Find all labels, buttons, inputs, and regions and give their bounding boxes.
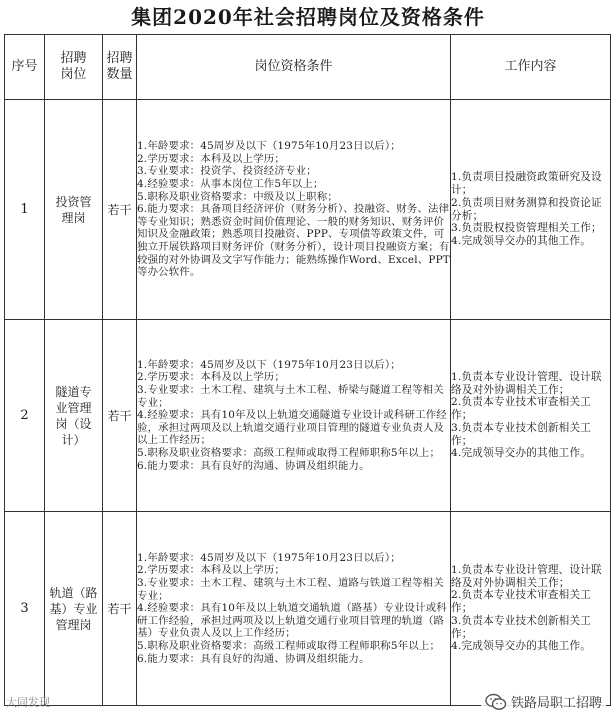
- requirement-item: 6.能力要求：具有良好的沟通、协调及组织能力。: [137, 652, 370, 665]
- requirement-item: 5.职称及职业资格要求：高级工程师或取得工程师职称5年以上；: [137, 446, 441, 459]
- header-count-label: 招聘数量: [106, 51, 133, 82]
- row-work: [451, 512, 611, 706]
- row-requirements: [137, 100, 451, 320]
- requirement-item: 5.职称及职业资格要求：高级工程师或取得工程师职称5年以上；: [137, 639, 441, 652]
- requirement-item: 6.能力要求：具备项目经济评价（财务分析）、投融资、财务、法律等专业知识；熟悉资金时间价值理论、一般的财务知识、财务评价知识及金融政策；熟悉项目投融资、PPP、专项债等政策文件，可独立开展铁路项目财务评价（财务分析），设计项目投融资方案；有较强的对外协调及文字写作能力；能熟练操作Word、Excel、PPT等办公软件。: [137, 203, 450, 279]
- table-row: [5, 512, 611, 706]
- table-header-row: [5, 35, 611, 100]
- row-work: [451, 320, 611, 512]
- source-watermark-label: 大同发现: [6, 696, 50, 709]
- row-requirements: [137, 320, 451, 512]
- requirement-item: 2.学历要求：本科及以上学历；: [137, 564, 285, 577]
- work-item: 1.负责本专业设计管理、设计联络及对外协调相关工作；: [451, 563, 602, 589]
- work-item: 4.完成领导交办的其他工作。: [451, 640, 592, 653]
- requirement-item: 3.专业要求：投资学、投资经济专业；: [137, 165, 317, 178]
- table-row: [5, 320, 611, 512]
- row-position-label: 轨道（路基）专业管理岗: [49, 585, 98, 632]
- row-seq: 3: [5, 512, 45, 706]
- document-title: 集团2020年社会招聘岗位及资格条件: [131, 5, 485, 29]
- wechat-icon: [485, 693, 507, 711]
- work-item: 1.负责项目投融资政策研究及设计；: [451, 171, 602, 196]
- requirement-item: 3.专业要求：土木工程、建筑与土木工程、桥梁与隧道工程等相关专业；: [137, 384, 444, 409]
- row-work: [451, 100, 611, 320]
- row-seq: 2: [5, 320, 45, 512]
- header-seq: 序号: [5, 35, 45, 100]
- requirement-item: 4.经验要求：具有10年及以上轨道交通隧道专业设计或科研工作经验，承担过两项及以上轨道交通行业项目管理的隧道专业负责人及以上工作经历；: [137, 409, 447, 447]
- requirement-item: 5.职称及职业资格要求：中级及以上职称；: [137, 190, 338, 203]
- work-item: 1.负责本专业设计管理、设计联络及对外协调相关工作；: [451, 370, 602, 396]
- table-row: [5, 100, 611, 320]
- work-item: 3.负责本专业技术创新相关工作；: [451, 421, 592, 447]
- recruitment-table: [4, 34, 611, 706]
- requirement-item: 2.学历要求：本科及以上学历；: [137, 371, 285, 384]
- header-position: [45, 35, 103, 100]
- work-item: 2.负责本专业技术审查相关工作；: [451, 589, 592, 615]
- work-item: 2.负责项目财务测算和投资论证分析；: [451, 196, 602, 222]
- row-position-label: 投资管理岗: [55, 194, 92, 225]
- header-position-label: 招聘岗位: [60, 51, 87, 82]
- requirement-item: 2.学历要求：本科及以上学历；: [137, 152, 285, 165]
- row-position: [45, 320, 103, 512]
- row-position: [45, 512, 103, 706]
- work-item: 2.负责本专业技术审查相关工作；: [451, 396, 592, 422]
- work-item: 3.负责本专业技术创新相关工作；: [451, 614, 592, 640]
- requirement-item: 1.年龄要求：45周岁及以下（1975年10月23日以后）；: [137, 358, 401, 371]
- row-seq: 1: [5, 100, 45, 320]
- requirement-item: 3.专业要求：土木工程、建筑与土木工程、道路与铁道工程等相关专业；: [137, 577, 444, 602]
- header-requirements: 岗位资格条件: [137, 35, 451, 100]
- requirement-item: 1.年龄要求：45周岁及以下（1975年10月23日以后）；: [137, 551, 401, 564]
- source-watermark: [6, 694, 50, 710]
- row-position-label: 隧道专业管理岗（设计）: [55, 384, 92, 447]
- requirement-item: 6.能力要求：具有良好的沟通、协调及组织能力。: [137, 459, 370, 472]
- header-count: [103, 35, 137, 100]
- work-item: 4.完成领导交办的其他工作。: [451, 447, 592, 460]
- account-watermark-label: 铁路局职工招聘: [510, 696, 602, 711]
- account-watermark: [481, 690, 606, 713]
- requirement-item: 1.年龄要求：45周岁及以下（1975年10月23日以后）；: [137, 140, 401, 153]
- work-item: 3.负责股权投资管理相关工作；: [451, 222, 602, 235]
- row-count: 若干: [103, 320, 137, 512]
- work-item: 4.完成领导交办的其他工作。: [451, 235, 592, 248]
- row-position: [45, 100, 103, 320]
- row-count: 若干: [103, 100, 137, 320]
- requirement-item: 4.经验要求：从事本岗位工作5年以上；: [137, 178, 324, 191]
- row-count: 若干: [103, 512, 137, 706]
- row-requirements: [137, 512, 451, 706]
- header-work: 工作内容: [451, 35, 611, 100]
- requirement-item: 4.经验要求：具有10年及以上轨道交通轨道（路基）专业设计或科研工作经验，承担过两项及以上轨道交通行业项目管理的轨道（路基）专业负责人及以上工作经历；: [137, 602, 447, 640]
